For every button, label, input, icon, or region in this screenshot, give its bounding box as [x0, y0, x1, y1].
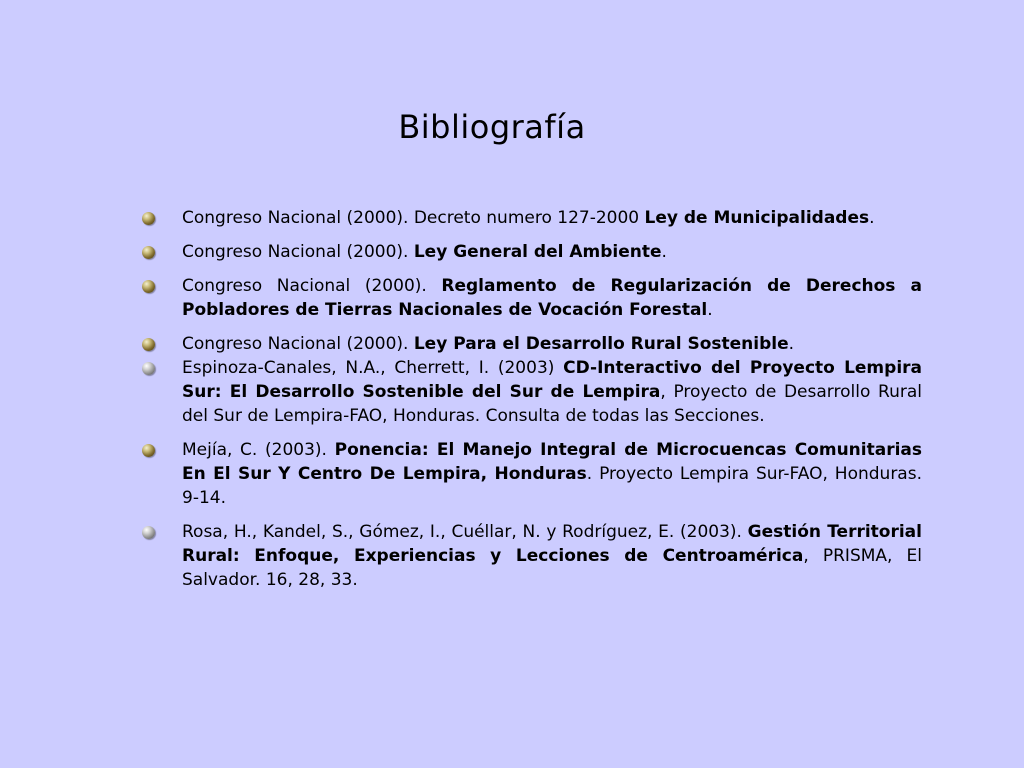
- list-item: [140, 438, 922, 510]
- bullet-icon: [142, 212, 155, 225]
- reference-title: Ley Para el Desarrollo Rural Sostenible: [413, 334, 789, 354]
- bullet-icon: [142, 526, 155, 539]
- reference-details: . Proyecto Lempira Sur-FAO, Honduras. 9-14.: [182, 464, 922, 508]
- list-item: [140, 274, 922, 322]
- bullet-icon: [142, 246, 155, 259]
- list-item: [140, 356, 922, 428]
- reference-title: Reglamento de Regularización de Derechos a Pobladores de Tierras Nacionales de Vocación Forestal: [182, 276, 922, 320]
- list-item: [140, 206, 922, 230]
- reference-author: Congreso Nacional (2000).: [182, 276, 442, 296]
- bullet-icon: [142, 362, 155, 375]
- reference-author: Congreso Nacional (2000).: [182, 334, 414, 354]
- reference-details: .: [788, 334, 795, 354]
- bullet-icon: [142, 338, 155, 351]
- reference-details: .: [707, 300, 713, 320]
- reference-title: CD-Interactivo del Proyecto Lempira Sur: El Desarrollo Sostenible del Sur de Lempira: [182, 358, 923, 402]
- reference-author: Mejía, C. (2003).: [182, 440, 335, 460]
- reference-title: Ley de Municipalidades: [644, 208, 870, 228]
- reference-author: Espinoza-Canales, N.A., Cherrett, I. (2003): [182, 358, 564, 378]
- reference-title: Ley General del Ambiente: [413, 242, 662, 262]
- reference-author: Congreso Nacional (2000).: [182, 242, 414, 262]
- list-item: [140, 332, 922, 356]
- reference-author: Rosa, H., Kandel, S., Gómez, I., Cuéllar, N. y Rodríguez, E. (2003).: [182, 522, 748, 542]
- reference-details: , Proyecto de Desarrollo Rural del Sur de Lempira-FAO, Honduras. Consulta de todas las Secciones.: [182, 382, 922, 426]
- reference-details: , PRISMA, El Salvador. 16, 28, 33.: [182, 546, 922, 590]
- bullet-icon: [142, 444, 155, 457]
- list-item: [140, 520, 922, 592]
- reference-details: .: [869, 208, 875, 228]
- reference-details: .: [661, 242, 667, 262]
- reference-list: [140, 206, 922, 602]
- list-item: [140, 240, 922, 264]
- bullet-icon: [142, 280, 155, 293]
- reference-title: Ponencia: El Manejo Integral de Microcuencas Comunitarias En El Sur Y Centro De Lempira, Honduras: [182, 440, 923, 484]
- reference-author: Congreso Nacional (2000). Decreto numero 127-2000: [182, 208, 645, 228]
- reference-title: Gestión Territorial Rural: Enfoque, Experiencias y Lecciones de Centroamérica: [182, 522, 922, 566]
- page-title: Bibliografía: [398, 108, 586, 146]
